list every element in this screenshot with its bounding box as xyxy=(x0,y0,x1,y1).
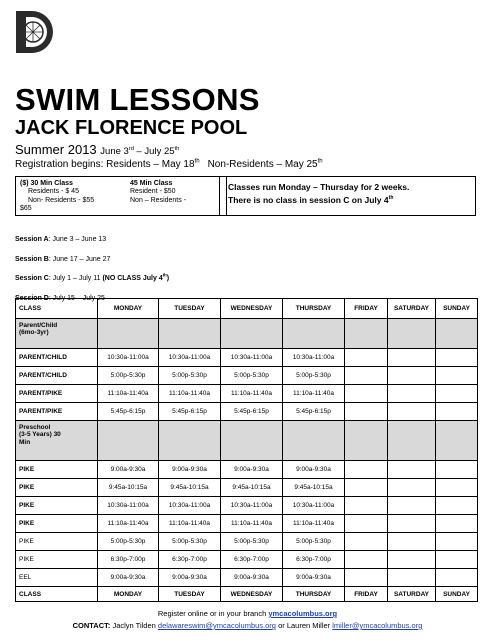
table-footer-row: CLASS MONDAY TUESDAY WEDNESDAY THURSDAY FRIDAY SATURDAY SUNDAY xyxy=(16,587,478,602)
pool-name: JACK FLORENCE POOL xyxy=(15,117,248,139)
table-row: PARENT/CHILD 10:30a-11:00a 10:30a-11:00a 10:30a-11:00a 10:30a-11:00a xyxy=(16,349,478,367)
table-row: PARENT/CHILD 5:00p-5:30p 5:00p-5:30p 5:00p-5:30p 5:00p-5:30p xyxy=(16,367,478,385)
session-c: Session C: July 1 – July 11 (NO CLASS July 4th) xyxy=(15,272,170,282)
group-label: Preschool (3-5 Years) 30 Min xyxy=(16,421,98,461)
header-sunday: SUNDAY xyxy=(436,299,478,319)
session-d: Session D: July 15 – July 25 xyxy=(15,294,105,302)
email-link-delawareswim[interactable]: delawareswim@ymcacolumbus.org xyxy=(157,621,276,630)
group-label: Parent/Child (6mo-3yr) xyxy=(16,319,98,349)
season-line xyxy=(15,143,179,157)
contact-line: CONTACT: Jaclyn Tilden delawareswim@ymcacolumbus.org or Lauren Miller lmiller@ymcacolumbus.org xyxy=(72,621,423,630)
pricing-45-nonresident: Non – Residents - xyxy=(130,196,187,204)
pricing-box xyxy=(15,176,227,216)
table-row: PIKE 6:30p-7:00p 6:30p-7:00p 6:30p-7:00p 6:30p-7:00p xyxy=(16,551,478,569)
header-friday: FRIDAY xyxy=(345,299,388,319)
email-link-lmiller[interactable]: lmiller@ymcacolumbus.org xyxy=(332,621,423,630)
table-row: PIKE 10:30a-11:00a 10:30a-11:00a 10:30a-11:00a 10:30a-11:00a xyxy=(16,497,478,515)
header-monday: MONDAY xyxy=(98,299,159,319)
season-dates: June 3rd – July 25th xyxy=(100,145,180,157)
registration-line: Registration begins: Residents – May 18th Non-Residents – May 25th xyxy=(15,158,323,170)
pricing-45min-head: 45 Min Class xyxy=(130,180,173,187)
session-b: Session B: June 17 – June 27 xyxy=(15,255,111,263)
table-row: PIKE 5:00p-5:30p 5:00p-5:30p 5:00p-5:30p 5:00p-5:30p xyxy=(16,533,478,551)
table-header-row xyxy=(16,299,478,319)
header-saturday: SATURDAY xyxy=(388,299,436,319)
pricing-45-resident: Resident - $50 xyxy=(130,188,176,196)
session-a: Session A: June 3 – June 13 xyxy=(15,236,107,243)
ymca-website-link[interactable]: ymcacolumbus.org xyxy=(268,609,338,618)
season-name: Summer 2013 xyxy=(15,142,97,157)
group-row-preschool xyxy=(16,421,478,461)
pricing-30-resident: Residents - $ 45 xyxy=(28,188,79,196)
header-thursday: THURSDAY xyxy=(283,299,345,319)
header-tuesday: TUESDAY xyxy=(159,299,221,319)
pricing-45-nonresident-amount: $65 xyxy=(20,204,32,212)
table-row: PIKE 9:45a-10:15a 9:45a-10:15a 9:45a-10:15a 9:45a-10:15a xyxy=(16,479,478,497)
notice-line-1: Classes run Monday – Thursday for 2 weeks. xyxy=(228,182,410,192)
schedule-notice-box xyxy=(219,176,476,216)
header-wednesday: WEDNESDAY xyxy=(221,299,283,319)
page-title: SWIM LESSONS xyxy=(15,82,260,117)
register-line: Register online or in your branch ymcacolumbus.org xyxy=(157,609,338,618)
table-row: EEL 9:00a-9:30a 9:00a-9:30a 9:00a-9:30a 9:00a-9:30a xyxy=(16,569,478,587)
header-class: CLASS xyxy=(16,299,98,319)
table-row: PIKE 9:00a-9:30a 9:00a-9:30a 9:00a-9:30a 9:00a-9:30a xyxy=(16,461,478,479)
schedule-table xyxy=(15,298,478,602)
ymca-d-logo-icon xyxy=(15,10,55,54)
group-row-parent-child xyxy=(16,319,478,349)
pricing-30min-head: ($) 30 Min Class xyxy=(20,180,73,187)
table-row: PARENT/PIKE 11:10a-11:40a 11:10a-11:40a 11:10a-11:40a 11:10a-11:40a xyxy=(16,385,478,403)
notice-line-2: There is no class in session C on July 4th xyxy=(228,194,394,205)
table-row: PARENT/PIKE 5:45p-6:15p 5:45p-6:15p 5:45p-6:15p 5:45p-6:15p xyxy=(16,403,478,421)
pricing-30-nonresident: Non- Residents - $55 xyxy=(28,196,95,204)
table-row: PIKE 11:10a-11:40a 11:10a-11:40a 11:10a-11:40a 11:10a-11:40a xyxy=(16,515,478,533)
